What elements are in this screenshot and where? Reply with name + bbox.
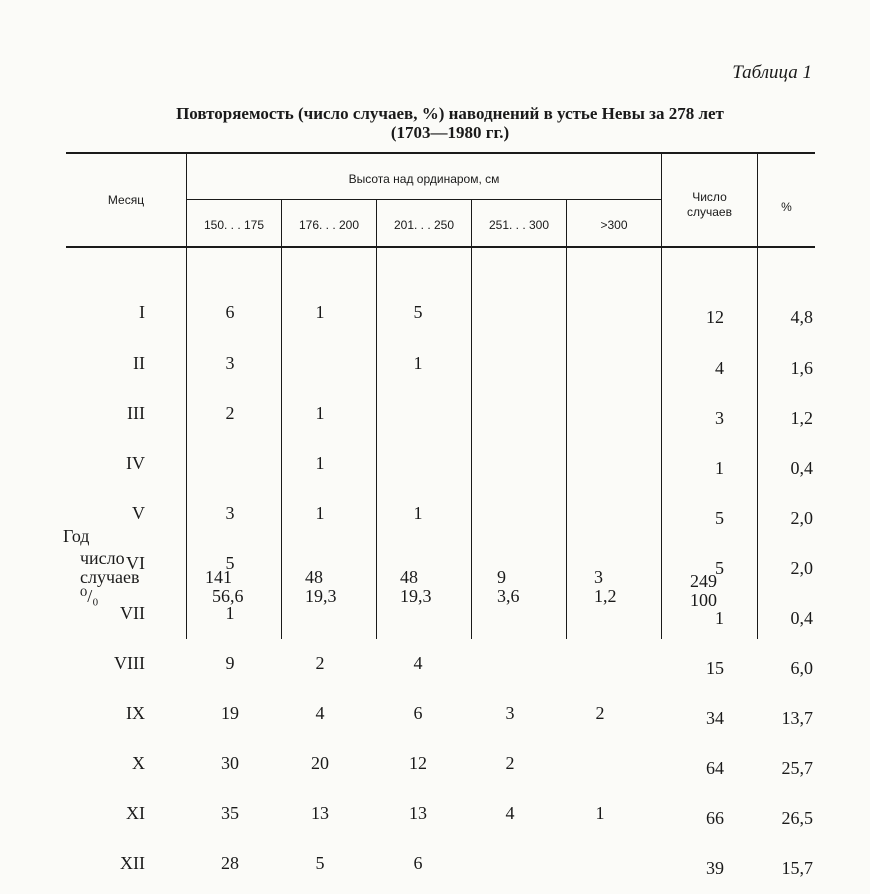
table-cell: 4 [505,803,515,824]
table-cell [300,605,340,622]
cases-header-line1: Число [692,190,727,204]
table-cell [490,555,530,572]
table-cell [490,505,530,522]
table-cell [580,455,620,472]
table-cell [580,405,620,422]
year-count: 249 [690,571,717,591]
table-number: Таблица 1 [732,62,812,83]
cases-header [662,190,757,220]
col-divider [376,200,377,639]
table-cell: 12 [706,307,724,328]
table-cell: 39 [706,858,724,879]
table-cell: 6,0 [790,658,813,679]
table-cell: 66 [706,808,724,829]
table-cell [580,605,620,622]
table-cell: 25,7 [781,758,813,779]
month-label: V [132,502,145,523]
table-cell: 19 [221,703,239,724]
year-percent: 56,6 [212,586,244,606]
col-divider [281,200,282,639]
table-cell: 13 [409,803,427,824]
month-label: II [133,352,145,373]
table-cell: 3 [505,703,515,724]
table-cell: 6 [413,703,423,724]
month-label: VI [126,552,145,573]
table-cell: 1 [315,402,325,423]
table-cell [300,355,340,372]
table-cell: 4 [715,357,724,378]
table-cell [580,355,620,372]
range-header-3: 201. . . 250 [393,218,455,232]
table-cell: 1,6 [790,357,813,378]
table-cell: 35 [221,803,239,824]
table-cell [580,855,620,872]
table-cell: 5 [715,557,724,578]
table-cell: 2 [315,653,325,674]
table-cell: 34 [706,708,724,729]
table-cell [398,455,438,472]
month-label: IV [126,452,145,473]
table-cell [580,505,620,522]
year-count: 48 [400,567,418,587]
table-cell [490,855,530,872]
month-label: IX [126,703,145,724]
header-bottom-rule [66,246,815,248]
table-title [60,104,840,142]
table-cell: 4 [413,653,423,674]
table-cell [580,755,620,772]
month-label: XI [126,803,145,824]
range-header-4: 251. . . 300 [488,218,550,232]
table-cell: 12 [409,753,427,774]
table-cell: 15 [706,658,724,679]
month-label: III [127,402,145,423]
table-cell [580,655,620,672]
table-cell: 1 [413,502,423,523]
table-cell: 13 [311,803,329,824]
table-cell [580,304,620,321]
month-label: X [132,753,145,774]
table-cell: 1,2 [790,407,813,428]
table-cell: 28 [221,853,239,874]
table-cell: 1 [413,352,423,373]
table-cell: 1 [715,607,724,628]
table-cell: 1 [595,803,605,824]
table-cell [490,405,530,422]
table-cell [398,405,438,422]
table-cell: 9 [225,653,235,674]
col-divider [661,153,662,639]
month-label: VII [120,602,145,623]
table-cell: 3 [225,352,235,373]
table-cell: 13,7 [781,708,813,729]
table-cell: 6 [413,853,423,874]
year-count: 9 [497,567,506,587]
table-cell [490,455,530,472]
table-cell: 2 [225,402,235,423]
year-percent: 1,2 [594,586,617,606]
header-subrule [187,199,661,200]
percent-header: % [781,200,792,214]
range4-column [490,271,530,889]
table-cell: 4 [315,703,325,724]
range-header-5: >300 [600,218,628,232]
table-cell: 1 [315,302,325,323]
month-header: Месяц [107,193,145,207]
table-cell: 1 [315,452,325,473]
table-cell: 2 [595,703,605,724]
year-percent-label: ⁰/₀ [80,586,99,606]
table-title-line1: Повторяемость (число случаев, %) наводнений в устье Невы за 278 лет [176,104,724,123]
year-count: 48 [305,567,323,587]
year-percent: 100 [690,590,717,610]
table-cell: 0,4 [790,607,813,628]
year-count: 141 [205,567,232,587]
month-label: VIII [114,653,145,674]
cases-header-line2: случаев [687,205,732,219]
table-title-line2: (1703—1980 гг.) [390,123,510,142]
col-divider [757,153,758,639]
table-cell [490,605,530,622]
range-header-1: 150. . . 175 [203,218,265,232]
table-cell: 3 [715,407,724,428]
table-cell: 20 [311,753,329,774]
table-cell: 4,8 [790,307,813,328]
table-cell: 5 [413,302,423,323]
table-cell: 3 [225,502,235,523]
table-cell [490,655,530,672]
year-percent: 19,3 [400,586,432,606]
table-cell [398,605,438,622]
range-header-2: 176. . . 200 [298,218,360,232]
percent-column [765,276,813,894]
year-count: 3 [594,567,603,587]
table-cell: 5 [315,853,325,874]
table-cell: 6 [225,302,235,323]
table-cell: 5 [715,507,724,528]
table-cell: 64 [706,758,724,779]
height-group-header: Высота над ординаром, см [348,172,500,186]
year-percent: 19,3 [305,586,337,606]
table-cell [210,455,250,472]
col-divider [471,200,472,639]
table-cell: 26,5 [781,808,813,829]
table-cell: 1 [315,502,325,523]
col-divider [566,200,567,639]
table-cell: 2 [505,753,515,774]
month-label: I [139,302,145,323]
table-top-rule [66,152,815,154]
table-cell [490,304,530,321]
year-count-label-1: число [80,548,125,568]
table-cell [490,355,530,372]
table-cell: 5 [225,552,235,573]
table-cell: 15,7 [781,858,813,879]
year-label: Год [63,526,90,546]
table-cell: 0,4 [790,457,813,478]
year-count-label-2: случаев [80,567,140,587]
month-label: XII [120,853,145,874]
year-percent: 3,6 [497,586,520,606]
table-cell: 30 [221,753,239,774]
table-cell: 1 [225,602,235,623]
table-cell: 1 [715,457,724,478]
table-cell: 2,0 [790,557,813,578]
table-cell: 2,0 [790,507,813,528]
